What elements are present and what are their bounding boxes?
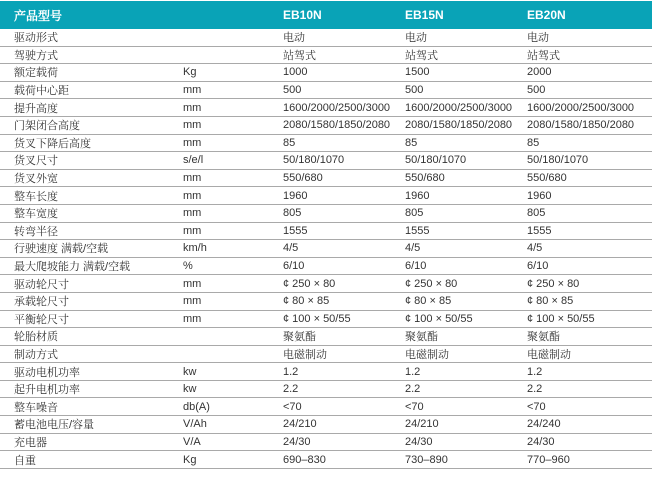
table-row (0, 433, 652, 451)
value-eb10n: 690–830 (283, 451, 405, 469)
value-eb10n: 2.2 (283, 380, 405, 398)
param-unit: Kg (183, 64, 283, 82)
table-row (0, 328, 652, 346)
table-row (0, 204, 652, 222)
value-eb15n: 550/680 (405, 169, 527, 187)
value-eb10n: 500 (283, 81, 405, 99)
param-unit: mm (183, 169, 283, 187)
value-eb20n: 50/180/1070 (527, 152, 652, 170)
table-row (0, 46, 652, 64)
value-eb15n: 6/10 (405, 257, 527, 275)
param-unit: s/e/l (183, 152, 283, 170)
param-name: 最大爬坡能力 满载/空载 (0, 257, 183, 275)
param-name: 轮胎材质 (0, 328, 183, 346)
value-eb10n: 聚氨酯 (283, 328, 405, 346)
param-name: 蓄电池电压/容量 (0, 416, 183, 434)
param-unit: kw (183, 363, 283, 381)
value-eb15n: 电动 (405, 29, 527, 46)
value-eb10n: 805 (283, 204, 405, 222)
value-eb10n: ¢ 80 × 85 (283, 292, 405, 310)
value-eb20n: 1.2 (527, 363, 652, 381)
param-name: 转弯半径 (0, 222, 183, 240)
value-eb15n: ¢ 250 × 80 (405, 275, 527, 293)
param-name: 自重 (0, 451, 183, 469)
value-eb20n: 6/10 (527, 257, 652, 275)
param-unit: mm (183, 81, 283, 99)
value-eb20n: 2.2 (527, 380, 652, 398)
param-name: 整车长度 (0, 187, 183, 205)
value-eb20n: 电磁制动 (527, 345, 652, 363)
param-unit: db(A) (183, 398, 283, 416)
value-eb15n: 电磁制动 (405, 345, 527, 363)
param-unit (183, 46, 283, 64)
table-row (0, 380, 652, 398)
param-unit: mm (183, 292, 283, 310)
value-eb20n: 电动 (527, 29, 652, 46)
param-name: 提升高度 (0, 99, 183, 117)
param-unit (183, 328, 283, 346)
value-eb10n: 550/680 (283, 169, 405, 187)
param-unit: mm (183, 187, 283, 205)
param-unit: % (183, 257, 283, 275)
param-name: 制动方式 (0, 345, 183, 363)
value-eb20n: ¢ 80 × 85 (527, 292, 652, 310)
header-model-eb10n: EB10N (283, 1, 405, 29)
value-eb10n: 1000 (283, 64, 405, 82)
table-row (0, 240, 652, 258)
table-row (0, 345, 652, 363)
value-eb10n: 2080/1580/1850/2080 (283, 116, 405, 134)
table-row (0, 310, 652, 328)
param-name: 行驶速度 满载/空载 (0, 240, 183, 258)
param-name: 驱动形式 (0, 29, 183, 46)
param-name: 整车宽度 (0, 204, 183, 222)
param-unit (183, 345, 283, 363)
value-eb15n: 730–890 (405, 451, 527, 469)
table-row (0, 222, 652, 240)
value-eb10n: ¢ 250 × 80 (283, 275, 405, 293)
value-eb15n: 站驾式 (405, 46, 527, 64)
param-unit: mm (183, 310, 283, 328)
param-name: 起升电机功率 (0, 380, 183, 398)
header-product-model-label: 产品型号 (0, 1, 183, 29)
value-eb10n: 6/10 (283, 257, 405, 275)
value-eb15n: 1.2 (405, 363, 527, 381)
value-eb20n: 2000 (527, 64, 652, 82)
header-model-eb20n: EB20N (527, 1, 652, 29)
param-name: 额定载荷 (0, 64, 183, 82)
value-eb15n: 1500 (405, 64, 527, 82)
value-eb10n: 85 (283, 134, 405, 152)
value-eb15n: 24/210 (405, 416, 527, 434)
value-eb15n: 85 (405, 134, 527, 152)
value-eb15n: 500 (405, 81, 527, 99)
value-eb15n: ¢ 100 × 50/55 (405, 310, 527, 328)
value-eb20n: ¢ 250 × 80 (527, 275, 652, 293)
table-row (0, 116, 652, 134)
param-unit: mm (183, 275, 283, 293)
value-eb10n: 24/30 (283, 433, 405, 451)
value-eb10n: 24/210 (283, 416, 405, 434)
param-name: 承载轮尺寸 (0, 292, 183, 310)
param-name: 平衡轮尺寸 (0, 310, 183, 328)
param-name: 驾驶方式 (0, 46, 183, 64)
param-name: 门架闭合高度 (0, 116, 183, 134)
header-unit-column (183, 1, 283, 29)
table-row (0, 363, 652, 381)
value-eb10n: 50/180/1070 (283, 152, 405, 170)
value-eb20n: 770–960 (527, 451, 652, 469)
value-eb20n: 500 (527, 81, 652, 99)
value-eb15n: 1960 (405, 187, 527, 205)
value-eb15n: 1600/2000/2500/3000 (405, 99, 527, 117)
param-unit: kw (183, 380, 283, 398)
value-eb15n: 2080/1580/1850/2080 (405, 116, 527, 134)
table-row (0, 134, 652, 152)
param-unit: mm (183, 222, 283, 240)
param-unit: mm (183, 99, 283, 117)
table-row (0, 416, 652, 434)
param-unit: Kg (183, 451, 283, 469)
param-name: 整车噪音 (0, 398, 183, 416)
param-name: 货叉尺寸 (0, 152, 183, 170)
value-eb10n: 1.2 (283, 363, 405, 381)
value-eb20n: 24/240 (527, 416, 652, 434)
param-name: 充电器 (0, 433, 183, 451)
table-row (0, 152, 652, 170)
value-eb15n: 24/30 (405, 433, 527, 451)
value-eb20n: 2080/1580/1850/2080 (527, 116, 652, 134)
value-eb20n: 85 (527, 134, 652, 152)
table-header-row (0, 1, 652, 29)
table-row (0, 81, 652, 99)
spec-table (0, 1, 652, 469)
value-eb15n: 聚氨酯 (405, 328, 527, 346)
param-name: 货叉外宽 (0, 169, 183, 187)
value-eb20n: 1960 (527, 187, 652, 205)
value-eb15n: 1555 (405, 222, 527, 240)
value-eb15n: 4/5 (405, 240, 527, 258)
param-unit: V/Ah (183, 416, 283, 434)
header-model-eb15n: EB15N (405, 1, 527, 29)
value-eb10n: 电磁制动 (283, 345, 405, 363)
value-eb10n: <70 (283, 398, 405, 416)
table-row (0, 64, 652, 82)
table-row (0, 187, 652, 205)
value-eb15n: 50/180/1070 (405, 152, 527, 170)
param-name: 驱动轮尺寸 (0, 275, 183, 293)
value-eb20n: 1555 (527, 222, 652, 240)
table-row (0, 398, 652, 416)
param-name: 载荷中心距 (0, 81, 183, 99)
param-name: 货叉下降后高度 (0, 134, 183, 152)
value-eb10n: 站驾式 (283, 46, 405, 64)
value-eb10n: ¢ 100 × 50/55 (283, 310, 405, 328)
value-eb20n: <70 (527, 398, 652, 416)
value-eb10n: 1600/2000/2500/3000 (283, 99, 405, 117)
param-unit (183, 29, 283, 46)
value-eb20n: 24/30 (527, 433, 652, 451)
param-unit: km/h (183, 240, 283, 258)
param-unit: mm (183, 204, 283, 222)
table-row (0, 257, 652, 275)
table-row (0, 275, 652, 293)
value-eb20n: 聚氨酯 (527, 328, 652, 346)
value-eb20n: 805 (527, 204, 652, 222)
value-eb20n: ¢ 100 × 50/55 (527, 310, 652, 328)
param-unit: mm (183, 116, 283, 134)
value-eb15n: 2.2 (405, 380, 527, 398)
table-row (0, 99, 652, 117)
value-eb15n: ¢ 80 × 85 (405, 292, 527, 310)
value-eb20n: 1600/2000/2500/3000 (527, 99, 652, 117)
value-eb10n: 4/5 (283, 240, 405, 258)
param-unit: mm (183, 134, 283, 152)
spec-table-body (0, 29, 652, 468)
param-unit: V/A (183, 433, 283, 451)
value-eb15n: <70 (405, 398, 527, 416)
value-eb20n: 站驾式 (527, 46, 652, 64)
table-row (0, 29, 652, 46)
param-name: 驱动电机功率 (0, 363, 183, 381)
value-eb20n: 550/680 (527, 169, 652, 187)
table-row (0, 451, 652, 469)
table-row (0, 292, 652, 310)
value-eb15n: 805 (405, 204, 527, 222)
value-eb10n: 1960 (283, 187, 405, 205)
table-row (0, 169, 652, 187)
value-eb10n: 1555 (283, 222, 405, 240)
value-eb10n: 电动 (283, 29, 405, 46)
value-eb20n: 4/5 (527, 240, 652, 258)
